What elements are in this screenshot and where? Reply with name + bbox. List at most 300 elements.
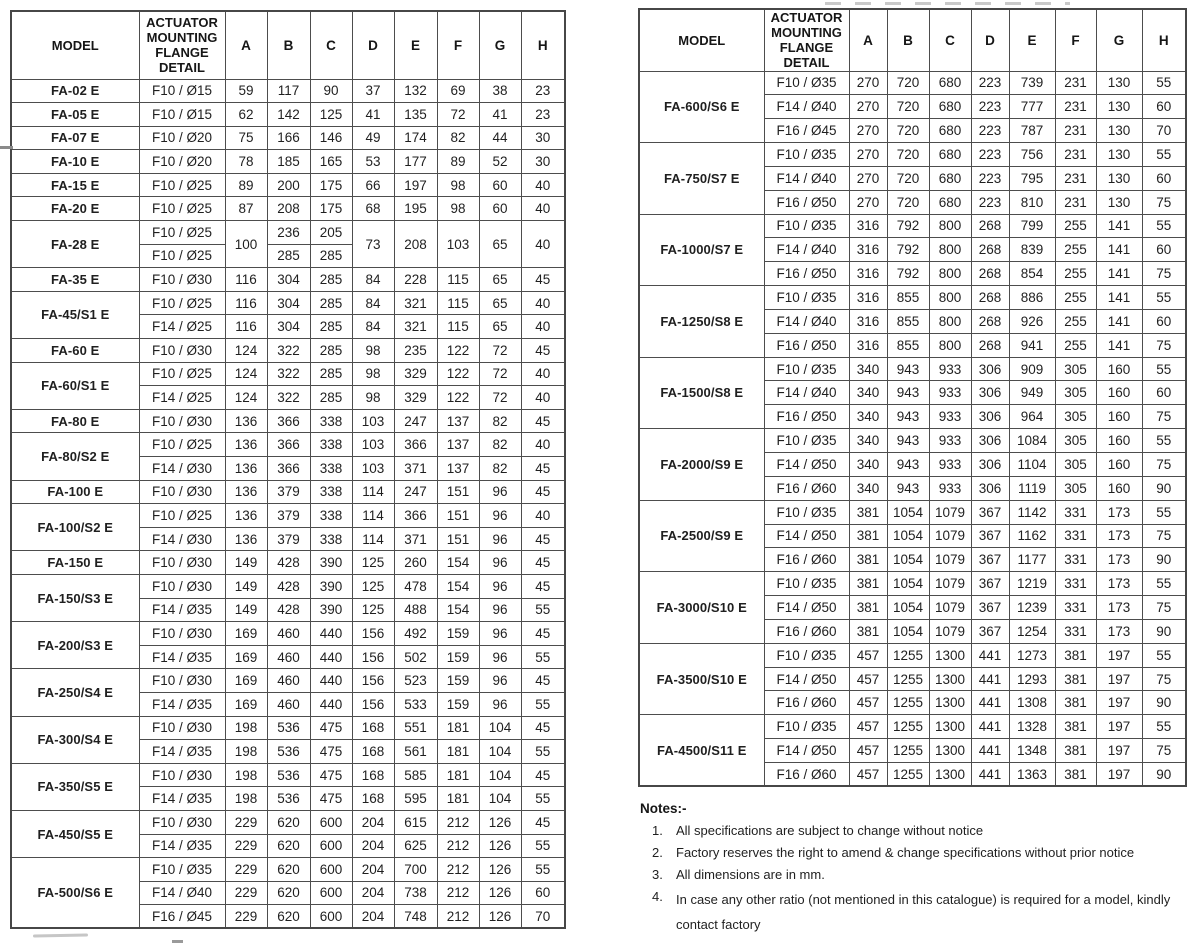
note-item: [640, 821, 1196, 840]
dim-value-cell: 738: [394, 881, 437, 905]
dim-value-cell: 855: [887, 309, 929, 333]
dim-value-cell: 212: [437, 881, 479, 905]
dim-value-cell: 1104: [1009, 453, 1055, 477]
dim-value-cell: 1079: [929, 524, 971, 548]
dim-value-cell: 197: [1096, 762, 1142, 786]
dim-value-cell: 60: [479, 173, 521, 197]
dim-value-cell: 366: [267, 409, 310, 433]
dim-value-cell: 40: [521, 433, 565, 457]
dim-value-cell: 136: [225, 480, 267, 504]
dim-value-cell: 440: [310, 645, 352, 669]
dim-value-cell: 45: [521, 339, 565, 363]
dim-value-cell: 122: [437, 362, 479, 386]
dim-value-cell: 457: [849, 667, 887, 691]
flange-cell: F10 / Ø30: [139, 480, 225, 504]
dim-value-cell: 114: [352, 480, 394, 504]
dim-value-cell: 285: [310, 291, 352, 315]
table-row: [11, 574, 565, 598]
dim-value-cell: 82: [479, 409, 521, 433]
dim-value-cell: 149: [225, 551, 267, 575]
dim-value-cell: 340: [849, 476, 887, 500]
dim-value-cell: 329: [394, 362, 437, 386]
note-number: 3.: [652, 867, 663, 882]
flange-cell: F14 / Ø30: [139, 527, 225, 551]
dim-value-cell: 198: [225, 716, 267, 740]
dim-value-cell: 285: [310, 386, 352, 410]
model-cell: FA-20 E: [11, 197, 139, 221]
note-item: [640, 865, 1196, 884]
table-row: [11, 622, 565, 646]
flange-cell: F14 / Ø50: [764, 453, 849, 477]
dim-value-cell: 55: [1142, 214, 1186, 238]
dim-value-cell: 173: [1096, 524, 1142, 548]
dim-value-cell: 492: [394, 622, 437, 646]
flange-cell: F14 / Ø30: [139, 457, 225, 481]
model-cell: FA-600/S6 E: [639, 71, 764, 143]
dim-value-cell: 1084: [1009, 429, 1055, 453]
flange-cell: F14 / Ø40: [764, 166, 849, 190]
column-header-flange: ACTUATOR MOUNTING FLANGE DETAIL: [139, 11, 225, 79]
table-row: [11, 763, 565, 787]
flange-cell: F10 / Ø35: [764, 643, 849, 667]
column-header-g: G: [479, 11, 521, 79]
notes-heading: Notes:-: [640, 801, 687, 816]
model-cell: FA-100/S2 E: [11, 504, 139, 551]
dim-value-cell: 1293: [1009, 667, 1055, 691]
scan-artifact: [33, 934, 88, 938]
dim-value-cell: 428: [267, 598, 310, 622]
dim-value-cell: 45: [521, 669, 565, 693]
flange-cell: F14 / Ø25: [139, 386, 225, 410]
dim-value-cell: 460: [267, 692, 310, 716]
dim-value-cell: 126: [479, 881, 521, 905]
dim-value-cell: 316: [849, 262, 887, 286]
dim-value-cell: 45: [521, 763, 565, 787]
table-row: [11, 150, 565, 174]
dim-value-cell: 45: [521, 527, 565, 551]
dim-value-cell: 1255: [887, 715, 929, 739]
dim-value-cell: 381: [1055, 691, 1096, 715]
dim-value-cell: 305: [1055, 357, 1096, 381]
dim-value-cell: 720: [887, 190, 929, 214]
dim-value-cell: 104: [479, 763, 521, 787]
dim-value-cell: 90: [1142, 762, 1186, 786]
dim-value-cell: 124: [225, 362, 267, 386]
dim-value-cell: 45: [521, 810, 565, 834]
dim-value-cell: 40: [521, 362, 565, 386]
dim-value-cell: 204: [352, 810, 394, 834]
dim-value-cell: 231: [1055, 166, 1096, 190]
dim-value-cell: 40: [521, 197, 565, 221]
dim-value-cell: 55: [521, 858, 565, 882]
dim-value-cell: 75: [1142, 333, 1186, 357]
dim-value-cell: 381: [849, 548, 887, 572]
dim-value-cell: 777: [1009, 95, 1055, 119]
flange-cell: F16 / Ø50: [764, 262, 849, 286]
dim-value-cell: 1254: [1009, 619, 1055, 643]
dim-value-cell: 169: [225, 622, 267, 646]
table-row: [11, 409, 565, 433]
dim-value-cell: 41: [479, 103, 521, 127]
dim-value-cell: 149: [225, 574, 267, 598]
dim-value-cell: 523: [394, 669, 437, 693]
dim-value-cell: 270: [849, 143, 887, 167]
dim-value-cell: 198: [225, 763, 267, 787]
dim-value-cell: 285: [310, 315, 352, 339]
dim-value-cell: 1255: [887, 691, 929, 715]
flange-cell: F10 / Ø25: [139, 244, 225, 268]
flange-cell: F14 / Ø25: [139, 315, 225, 339]
flange-cell: F14 / Ø40: [764, 309, 849, 333]
dim-value-cell: 488: [394, 598, 437, 622]
dim-value-cell: 223: [971, 166, 1009, 190]
flange-cell: F10 / Ø35: [764, 572, 849, 596]
dim-value-cell: 75: [225, 126, 267, 150]
flange-cell: F10 / Ø20: [139, 150, 225, 174]
column-header-d: D: [971, 9, 1009, 71]
dim-value-cell: 943: [887, 357, 929, 381]
dim-value-cell: 379: [267, 527, 310, 551]
flange-cell: F10 / Ø25: [139, 221, 225, 245]
flange-cell: F10 / Ø30: [139, 716, 225, 740]
flange-cell: F10 / Ø15: [139, 103, 225, 127]
dim-value-cell: 306: [971, 476, 1009, 500]
table-row: [11, 291, 565, 315]
table-row: [11, 433, 565, 457]
dim-value-cell: 229: [225, 858, 267, 882]
dim-value-cell: 197: [1096, 715, 1142, 739]
dim-value-cell: 96: [479, 692, 521, 716]
dim-value-cell: 839: [1009, 238, 1055, 262]
flange-cell: F10 / Ø25: [139, 291, 225, 315]
flange-cell: F14 / Ø35: [139, 740, 225, 764]
flange-cell: F16 / Ø60: [764, 476, 849, 500]
dim-value-cell: 168: [352, 716, 394, 740]
flange-cell: F14 / Ø50: [764, 596, 849, 620]
dim-value-cell: 124: [225, 386, 267, 410]
dim-value-cell: 1300: [929, 762, 971, 786]
dim-value-cell: 800: [929, 262, 971, 286]
dim-value-cell: 96: [479, 598, 521, 622]
dim-value-cell: 72: [437, 103, 479, 127]
flange-cell: F10 / Ø35: [764, 214, 849, 238]
model-cell: FA-350/S5 E: [11, 763, 139, 810]
dim-value-cell: 154: [437, 598, 479, 622]
dim-value-cell: 205: [310, 221, 352, 245]
dim-value-cell: 60: [521, 881, 565, 905]
dim-value-cell: 255: [1055, 309, 1096, 333]
dim-value-cell: 124: [225, 339, 267, 363]
dim-value-cell: 103: [352, 433, 394, 457]
dim-value-cell: 381: [849, 500, 887, 524]
dim-value-cell: 103: [352, 457, 394, 481]
model-cell: FA-200/S3 E: [11, 622, 139, 669]
dim-value-cell: 428: [267, 574, 310, 598]
flange-cell: F10 / Ø30: [139, 268, 225, 292]
dim-value-cell: 1255: [887, 762, 929, 786]
table-row: [639, 500, 1186, 524]
dim-value-cell: 748: [394, 905, 437, 929]
dim-value-cell: 441: [971, 691, 1009, 715]
dim-value-cell: 331: [1055, 524, 1096, 548]
dim-value-cell: 84: [352, 268, 394, 292]
dim-value-cell: 933: [929, 405, 971, 429]
dim-value-cell: 720: [887, 95, 929, 119]
dim-value-cell: 268: [971, 286, 1009, 310]
dim-value-cell: 381: [1055, 643, 1096, 667]
dim-value-cell: 933: [929, 453, 971, 477]
dim-value-cell: 160: [1096, 429, 1142, 453]
column-header-f: F: [437, 11, 479, 79]
dim-value-cell: 104: [479, 787, 521, 811]
table-row: [11, 173, 565, 197]
column-header-flange: ACTUATOR MOUNTING FLANGE DETAIL: [764, 9, 849, 71]
dim-value-cell: 55: [521, 692, 565, 716]
dim-value-cell: 231: [1055, 143, 1096, 167]
dim-value-cell: 195: [394, 197, 437, 221]
dim-value-cell: 1219: [1009, 572, 1055, 596]
column-header-b: B: [887, 9, 929, 71]
dim-value-cell: 304: [267, 291, 310, 315]
flange-cell: F10 / Ø30: [139, 669, 225, 693]
dim-value-cell: 886: [1009, 286, 1055, 310]
dim-value-cell: 381: [849, 619, 887, 643]
dim-value-cell: 1308: [1009, 691, 1055, 715]
model-cell: FA-2000/S9 E: [639, 429, 764, 501]
dim-value-cell: 367: [971, 619, 1009, 643]
notes-list: [640, 821, 1196, 937]
dim-value-cell: 536: [267, 787, 310, 811]
table-row: [11, 858, 565, 882]
dim-value-cell: 75: [1142, 739, 1186, 763]
dim-value-cell: 75: [1142, 405, 1186, 429]
dim-value-cell: 38: [479, 79, 521, 103]
dim-value-cell: 125: [352, 551, 394, 575]
dim-value-cell: 367: [971, 596, 1009, 620]
dim-value-cell: 175: [310, 173, 352, 197]
dim-value-cell: 502: [394, 645, 437, 669]
dim-value-cell: 367: [971, 548, 1009, 572]
dim-value-cell: 720: [887, 119, 929, 143]
dim-value-cell: 55: [1142, 286, 1186, 310]
dim-value-cell: 799: [1009, 214, 1055, 238]
flange-cell: F10 / Ø35: [764, 715, 849, 739]
dim-value-cell: 55: [1142, 715, 1186, 739]
dim-value-cell: 136: [225, 409, 267, 433]
dim-value-cell: 223: [971, 71, 1009, 95]
dim-value-cell: 739: [1009, 71, 1055, 95]
dim-value-cell: 98: [437, 197, 479, 221]
note-item: [640, 843, 1196, 862]
dim-value-cell: 156: [352, 692, 394, 716]
dim-value-cell: 229: [225, 834, 267, 858]
table-row: [11, 810, 565, 834]
table-row: [11, 103, 565, 127]
flange-cell: F14 / Ø40: [764, 238, 849, 262]
flange-cell: F16 / Ø45: [764, 119, 849, 143]
dim-value-cell: 340: [849, 429, 887, 453]
header-row: [11, 11, 565, 79]
dim-value-cell: 229: [225, 905, 267, 929]
dim-value-cell: 536: [267, 763, 310, 787]
dim-value-cell: 204: [352, 881, 394, 905]
dim-value-cell: 229: [225, 810, 267, 834]
table-row: [639, 286, 1186, 310]
dim-value-cell: 390: [310, 574, 352, 598]
dim-value-cell: 55: [1142, 429, 1186, 453]
dim-value-cell: 65: [479, 221, 521, 268]
dim-value-cell: 933: [929, 381, 971, 405]
dim-value-cell: 366: [394, 433, 437, 457]
dim-value-cell: 367: [971, 500, 1009, 524]
dim-value-cell: 141: [1096, 238, 1142, 262]
dim-value-cell: 1348: [1009, 739, 1055, 763]
dim-value-cell: 96: [479, 551, 521, 575]
dim-value-cell: 1054: [887, 524, 929, 548]
dim-value-cell: 331: [1055, 596, 1096, 620]
dim-value-cell: 615: [394, 810, 437, 834]
dim-value-cell: 478: [394, 574, 437, 598]
flange-cell: F16 / Ø45: [139, 905, 225, 929]
dim-value-cell: 440: [310, 669, 352, 693]
dim-value-cell: 37: [352, 79, 394, 103]
table-row: [11, 362, 565, 386]
header-row: [639, 9, 1186, 71]
dim-value-cell: 208: [394, 221, 437, 268]
dim-value-cell: 620: [267, 905, 310, 929]
column-header-model: MODEL: [639, 9, 764, 71]
table-row: [11, 480, 565, 504]
dim-value-cell: 40: [521, 173, 565, 197]
dim-value-cell: 114: [352, 527, 394, 551]
dim-value-cell: 141: [1096, 286, 1142, 310]
flange-cell: F10 / Ø30: [139, 551, 225, 575]
dim-value-cell: 306: [971, 429, 1009, 453]
dim-value-cell: 87: [225, 197, 267, 221]
model-cell: FA-100 E: [11, 480, 139, 504]
dim-value-cell: 136: [225, 433, 267, 457]
dim-value-cell: 1300: [929, 643, 971, 667]
dim-value-cell: 151: [437, 504, 479, 528]
model-cell: FA-28 E: [11, 221, 139, 268]
dim-value-cell: 366: [267, 457, 310, 481]
dim-value-cell: 198: [225, 787, 267, 811]
dim-value-cell: 168: [352, 740, 394, 764]
dim-value-cell: 720: [887, 71, 929, 95]
flange-cell: F10 / Ø25: [139, 433, 225, 457]
dim-value-cell: 45: [521, 457, 565, 481]
dim-value-cell: 235: [394, 339, 437, 363]
dim-value-cell: 23: [521, 103, 565, 127]
flange-cell: F14 / Ø35: [139, 787, 225, 811]
model-cell: FA-45/S1 E: [11, 291, 139, 338]
dim-value-cell: 116: [225, 291, 267, 315]
dim-value-cell: 75: [1142, 453, 1186, 477]
dim-value-cell: 169: [225, 669, 267, 693]
dim-value-cell: 933: [929, 429, 971, 453]
dim-value-cell: 160: [1096, 453, 1142, 477]
dim-value-cell: 66: [352, 173, 394, 197]
dim-value-cell: 141: [1096, 333, 1142, 357]
dim-value-cell: 40: [521, 315, 565, 339]
dim-value-cell: 322: [267, 386, 310, 410]
dim-value-cell: 229: [225, 881, 267, 905]
dim-value-cell: 800: [929, 309, 971, 333]
model-cell: FA-450/S5 E: [11, 810, 139, 857]
dim-value-cell: 680: [929, 166, 971, 190]
dim-value-cell: 595: [394, 787, 437, 811]
dim-value-cell: 909: [1009, 357, 1055, 381]
dim-value-cell: 381: [849, 524, 887, 548]
flange-cell: F10 / Ø25: [139, 173, 225, 197]
dim-value-cell: 141: [1096, 309, 1142, 333]
note-number: 4.: [652, 889, 663, 904]
dim-value-cell: 149: [225, 598, 267, 622]
dim-value-cell: 1363: [1009, 762, 1055, 786]
dim-value-cell: 115: [437, 291, 479, 315]
dim-value-cell: 533: [394, 692, 437, 716]
flange-cell: F10 / Ø30: [139, 339, 225, 363]
dim-value-cell: 381: [1055, 715, 1096, 739]
dim-value-cell: 428: [267, 551, 310, 575]
dim-value-cell: 122: [437, 386, 479, 410]
dim-value-cell: 59: [225, 79, 267, 103]
dim-value-cell: 30: [521, 150, 565, 174]
dim-value-cell: 126: [479, 858, 521, 882]
dim-value-cell: 116: [225, 315, 267, 339]
dim-value-cell: 73: [352, 221, 394, 268]
dim-value-cell: 316: [849, 286, 887, 310]
dim-value-cell: 304: [267, 315, 310, 339]
dim-value-cell: 52: [479, 150, 521, 174]
dim-value-cell: 366: [267, 433, 310, 457]
dim-value-cell: 700: [394, 858, 437, 882]
dim-value-cell: 1255: [887, 739, 929, 763]
column-header-e: E: [1009, 9, 1055, 71]
dim-value-cell: 90: [1142, 476, 1186, 500]
dim-value-cell: 96: [479, 574, 521, 598]
dim-value-cell: 536: [267, 740, 310, 764]
dim-value-cell: 255: [1055, 214, 1096, 238]
table-body-right: [639, 71, 1186, 786]
dim-value-cell: 855: [887, 333, 929, 357]
dim-value-cell: 156: [352, 645, 394, 669]
dim-value-cell: 130: [1096, 143, 1142, 167]
dim-value-cell: 800: [929, 214, 971, 238]
column-header-h: H: [1142, 9, 1186, 71]
dim-value-cell: 137: [437, 433, 479, 457]
model-cell: FA-4500/S11 E: [639, 715, 764, 787]
dim-value-cell: 620: [267, 810, 310, 834]
model-cell: FA-80 E: [11, 409, 139, 433]
dim-value-cell: 306: [971, 357, 1009, 381]
dim-value-cell: 55: [1142, 643, 1186, 667]
dim-value-cell: 800: [929, 333, 971, 357]
dim-value-cell: 943: [887, 405, 929, 429]
dim-value-cell: 60: [1142, 166, 1186, 190]
column-header-c: C: [929, 9, 971, 71]
dim-value-cell: 168: [352, 787, 394, 811]
dim-value-cell: 223: [971, 143, 1009, 167]
flange-cell: F14 / Ø50: [764, 667, 849, 691]
flange-cell: F14 / Ø40: [764, 381, 849, 405]
dim-value-cell: 390: [310, 551, 352, 575]
dim-value-cell: 130: [1096, 95, 1142, 119]
dim-value-cell: 223: [971, 190, 1009, 214]
dim-value-cell: 620: [267, 858, 310, 882]
dim-value-cell: 96: [479, 480, 521, 504]
dim-value-cell: 255: [1055, 238, 1096, 262]
